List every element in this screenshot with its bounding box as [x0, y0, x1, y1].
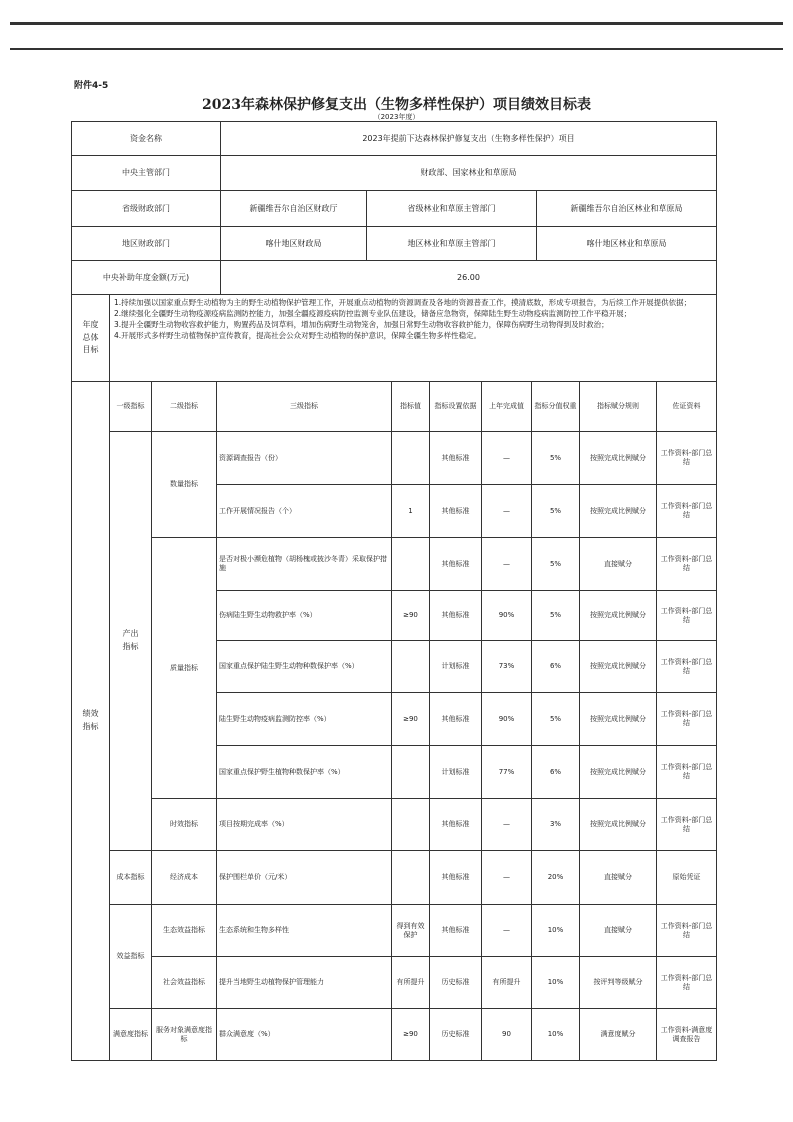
indicator-prev: — — [482, 851, 532, 905]
central-dept-label: 中央主管部门 — [72, 156, 221, 191]
amount: 26.00 — [221, 261, 717, 295]
indicator-value — [392, 641, 430, 693]
indicator-weight: 5% — [532, 485, 580, 538]
indicator-value: 得到有效保护 — [392, 905, 430, 957]
indicator-prev: 73% — [482, 641, 532, 693]
indicator-name: 资源调查报告（份） — [217, 432, 392, 485]
indicator-weight: 3% — [532, 799, 580, 851]
indicator-prev: — — [482, 485, 532, 538]
indicator-basis: 历史标准 — [430, 957, 482, 1009]
indicator-value: ≥90 — [392, 591, 430, 641]
indicator-basis: 其他标准 — [430, 851, 482, 905]
indicator-evidence: 工作资料-部门总结 — [657, 957, 717, 1009]
indicator-evidence: 工作资料-部门总结 — [657, 432, 717, 485]
fund-name-label: 资金名称 — [72, 122, 221, 156]
indicator-weight: 10% — [532, 957, 580, 1009]
indicator-basis: 计划标准 — [430, 641, 482, 693]
indicator-weight: 10% — [532, 905, 580, 957]
indicator-value — [392, 746, 430, 799]
indicator-weight: 5% — [532, 693, 580, 746]
indicator-evidence: 工作资料-部门总结 — [657, 905, 717, 957]
indicator-name: 工作开展情况报告（个） — [217, 485, 392, 538]
level2-eco-benefit: 生态效益指标 — [152, 905, 217, 957]
indicator-basis: 计划标准 — [430, 746, 482, 799]
indicator-rule: 按评判等级赋分 — [580, 957, 657, 1009]
indicator-evidence: 工作资料-部门总结 — [657, 641, 717, 693]
indicator-prev: — — [482, 432, 532, 485]
indicator-prev: — — [482, 799, 532, 851]
indicator-evidence: 工作资料-部门总结 — [657, 746, 717, 799]
indicator-name: 伤病陆生野生动物救护率（%） — [217, 591, 392, 641]
indicator-weight: 10% — [532, 1009, 580, 1061]
objective-table — [71, 294, 717, 382]
indicator-rule: 直接赋分 — [580, 538, 657, 591]
indicator-basis: 其他标准 — [430, 432, 482, 485]
indicator-name: 国家重点保护野生植物种数保护率（%） — [217, 746, 392, 799]
indicator-rule: 按照完成比例赋分 — [580, 591, 657, 641]
indicator-prev: 90% — [482, 693, 532, 746]
info-table — [71, 121, 717, 295]
indicator-name: 生态系统和生物多样性 — [217, 905, 392, 957]
indicator-name: 项目按期完成率（%） — [217, 799, 392, 851]
level2-social-benefit: 社会效益指标 — [152, 957, 217, 1009]
indicator-evidence: 工作资料-部门总结 — [657, 693, 717, 746]
indicator-weight: 6% — [532, 641, 580, 693]
document-title: 2023年森林保护修复支出（生物多样性保护）项目绩效目标表 — [202, 97, 591, 113]
indicator-prev: — — [482, 905, 532, 957]
level1-cost: 成本指标 — [110, 851, 152, 905]
year-note: （2023年度） — [373, 113, 420, 121]
objective-line: 2.继续强化全疆野生动物疫源疫病监测防控能力，加强全疆疫源疫病防控监测专业队伍建设，储备应急物资，保障陆生野生动物疫病监测防控工作平稳开展； — [114, 308, 632, 318]
level2-quality: 质量指标 — [152, 538, 217, 799]
indicator-value — [392, 851, 430, 905]
prov-forest-label: 省级林业和草原主管部门 — [367, 191, 537, 227]
indicator-weight: 5% — [532, 538, 580, 591]
scan-border-top-2 — [10, 48, 783, 50]
objective-line: 4.开展形式多样野生动植物保护宣传教育，提高社会公众对野生动植物的保护意识，保障全疆生物多样性稳定。 — [114, 330, 482, 340]
indicator-evidence: 工作资料-部门总结 — [657, 538, 717, 591]
objective-label: 年度总体目标 — [72, 295, 110, 382]
pref-finance-label: 地区财政部门 — [72, 227, 221, 261]
indicator-basis: 其他标准 — [430, 538, 482, 591]
indicator-prev: 有所提升 — [482, 957, 532, 1009]
indicator-value — [392, 432, 430, 485]
indicator-rule: 按照完成比例赋分 — [580, 485, 657, 538]
indicator-prev: 77% — [482, 746, 532, 799]
level1-output: 产出指标 — [110, 432, 152, 851]
header-cell: 指标赋分规则 — [580, 382, 657, 432]
indicator-weight: 6% — [532, 746, 580, 799]
objective-line: 1.持续加强以国家重点野生动植物为主的野生动植物保护管理工作，开展重点动植物的资源调查及各地的资源普查工作，摸清底数，形成专项报告，为后续工作开展提供依据； — [114, 298, 692, 307]
level2-economic-cost: 经济成本 — [152, 851, 217, 905]
indicator-weight: 5% — [532, 432, 580, 485]
header-cell: 二级指标 — [152, 382, 217, 432]
pref-forest-label: 地区林业和草原主管部门 — [367, 227, 537, 261]
indicator-weight: 5% — [532, 591, 580, 641]
indicator-rule: 满意度赋分 — [580, 1009, 657, 1061]
indicator-name: 陆生野生动物疫病监测防控率（%） — [217, 693, 392, 746]
perf-label: 绩效指标 — [72, 382, 110, 1061]
pref-finance: 喀什地区财政局 — [221, 227, 367, 261]
indicator-evidence: 工作资料-满意度调查报告 — [657, 1009, 717, 1061]
indicator-prev: 90% — [482, 591, 532, 641]
indicator-name: 国家重点保护陆生野生动物种数保护率（%） — [217, 641, 392, 693]
fund-name: 2023年提前下达森林保护修复支出（生物多样性保护）项目 — [221, 122, 717, 156]
objective-line: 3.提升全疆野生动物收容救护能力，购置药品及饲草料，增加伤病野生动物笼舍，加强日常野生动物收容救护能力，保障伤病野生动物得到及时救治； — [114, 319, 609, 329]
indicator-basis: 历史标准 — [430, 1009, 482, 1061]
indicator-basis: 其他标准 — [430, 799, 482, 851]
indicator-evidence: 工作资料-部门总结 — [657, 799, 717, 851]
indicator-rule: 按照完成比例赋分 — [580, 641, 657, 693]
level2-quantity: 数量指标 — [152, 432, 217, 538]
header-cell: 指标分值权重 — [532, 382, 580, 432]
indicator-name: 提升当地野生动植物保护管理能力 — [217, 957, 392, 1009]
header-cell: 指标值 — [392, 382, 430, 432]
level2-timeliness: 时效指标 — [152, 799, 217, 851]
level1-satisfaction: 满意度指标 — [110, 1009, 152, 1061]
indicator-rule: 按照完成比例赋分 — [580, 746, 657, 799]
indicator-prev: 90 — [482, 1009, 532, 1061]
indicator-basis: 其他标准 — [430, 693, 482, 746]
performance-table — [71, 381, 717, 1061]
indicator-value — [392, 538, 430, 591]
scan-border-top — [10, 22, 783, 25]
prov-forest: 新疆维吾尔自治区林业和草原局 — [537, 191, 717, 227]
indicator-basis: 其他标准 — [430, 905, 482, 957]
prov-finance-label: 省级财政部门 — [72, 191, 221, 227]
level1-benefit: 效益指标 — [110, 905, 152, 1009]
indicator-value: 1 — [392, 485, 430, 538]
amount-label: 中央补助年度金额(万元) — [72, 261, 221, 295]
indicator-evidence: 工作资料-部门总结 — [657, 591, 717, 641]
indicator-basis: 其他标准 — [430, 485, 482, 538]
indicator-rule: 按照完成比例赋分 — [580, 693, 657, 746]
level2-service-satisfaction: 服务对象满意度指标 — [152, 1009, 217, 1061]
objective-text — [110, 295, 717, 382]
indicator-weight: 20% — [532, 851, 580, 905]
header-cell: 佐证资料 — [657, 382, 717, 432]
indicator-rule: 按照完成比例赋分 — [580, 799, 657, 851]
attachment-label: 附件4-5 — [74, 81, 109, 91]
indicator-value: ≥90 — [392, 693, 430, 746]
indicator-evidence: 工作资料-部门总结 — [657, 485, 717, 538]
indicator-name: 是否对极小濒危植物（胡杨槐或披沙冬青）采取保护措施 — [217, 538, 392, 591]
indicator-evidence: 原始凭证 — [657, 851, 717, 905]
indicator-rule: 按照完成比例赋分 — [580, 432, 657, 485]
indicator-prev: — — [482, 538, 532, 591]
indicator-value: 有所提升 — [392, 957, 430, 1009]
indicator-value: ≥90 — [392, 1009, 430, 1061]
indicator-value — [392, 799, 430, 851]
header-cell: 三级指标 — [217, 382, 392, 432]
header-cell: 一级指标 — [110, 382, 152, 432]
prov-finance: 新疆维吾尔自治区财政厅 — [221, 191, 367, 227]
pref-forest: 喀什地区林业和草原局 — [537, 227, 717, 261]
central-dept: 财政部、国家林业和草原局 — [221, 156, 717, 191]
indicator-basis: 其他标准 — [430, 591, 482, 641]
indicator-name: 群众满意度（%） — [217, 1009, 392, 1061]
indicator-rule: 直接赋分 — [580, 851, 657, 905]
indicator-rule: 直接赋分 — [580, 905, 657, 957]
indicator-name: 保护围栏单价（元/米） — [217, 851, 392, 905]
header-cell: 上年完成值 — [482, 382, 532, 432]
header-cell: 指标设置依据 — [430, 382, 482, 432]
